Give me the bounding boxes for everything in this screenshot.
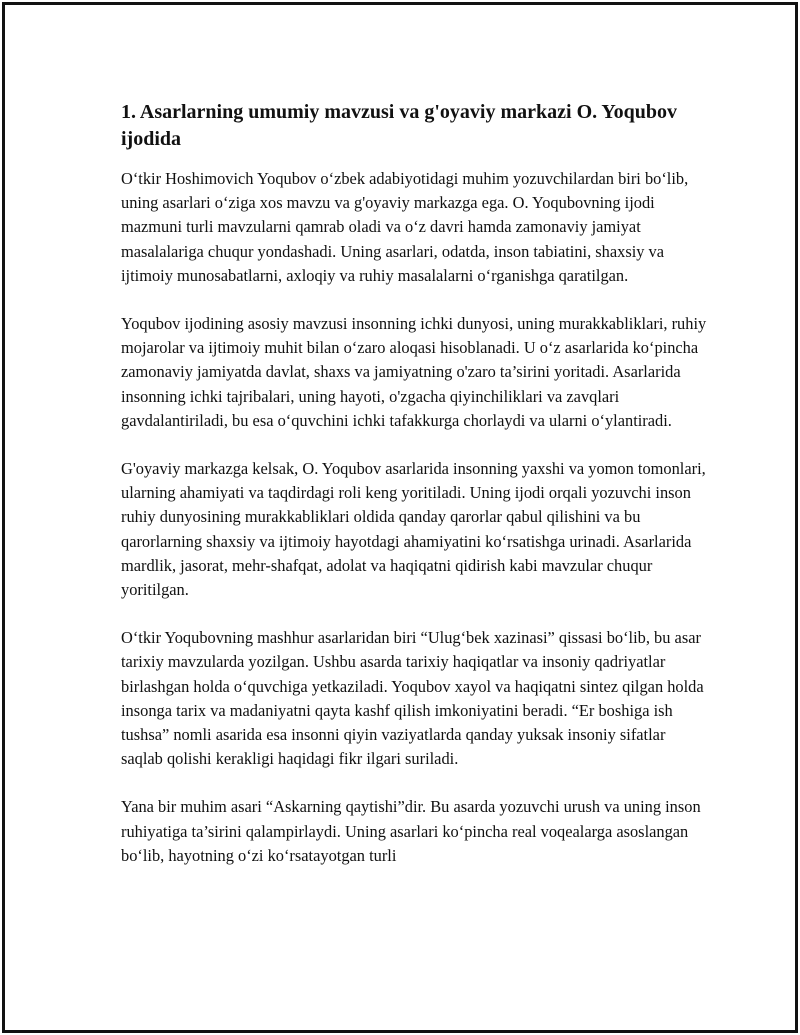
paragraph: Yana bir muhim asari “Askarning qaytishi”dir. Bu asarda yozuvchi urush va uning inson ruhiyatiga ta’sirini qalampirlaydi. Uning asarlari ko‘pincha real voqealarga asoslangan bo‘lib, hayotning o‘zi ko‘rsatayotgan turli bbox=[121, 797, 701, 865]
document-body bbox=[121, 99, 709, 892]
paragraph: O‘tkir Yoqubovning mashhur asarlaridan biri “Ulug‘bek xazinasi” qissasi bo‘lib, bu asar tarixiy mavzularda yozilgan. Ushbu asarda tarixiy haqiqatlar va insoniy qadriyatlar birlashgan holda o‘quvchiga yetkaziladi. Yoqubov xayol va haqiqatni sintez qilgan holda insonga tarix va madaniyatni qayta kashf qilish imkoniyatini beradi. “Er boshiga ish tushsa” nomli asarida esa insonni qiyin vaziyatlarda qanday yuksak insoniy sifatlar saqlab qolishi kerakligi haqidagi fikr ilgari suriladi. bbox=[121, 628, 704, 769]
paragraph: G'oyaviy markazga kelsak, O. Yoqubov asarlarida insonning yaxshi va yomon tomonlari, ularning ahamiyati va taqdirdagi roli keng yoritiladi. Uning ijodi orqali yozuvchi inson ruhiy dunyosining murakkabliklari oldida qanday qarorlar qabul qilishini va bu qarorlarning shaxsiy va ijtimoiy hayotdagi ahamiyatini ko‘rsatishga urinadi. Asarlarida mardlik, jasorat, mehr-shafqat, adolat va haqiqatni qidirish kabi mavzular chuqur yoritilgan. bbox=[121, 459, 706, 600]
page-title: 1. Asarlarning umumiy mavzusi va g'oyaviy markazi O. Yoqubov ijodida bbox=[121, 101, 677, 150]
paragraph: Yoqubov ijodining asosiy mavzusi insonning ichki dunyosi, uning murakkabliklari, ruhiy mojarolar va ijtimoiy muhit bilan o‘zaro aloqasi hisoblanadi. U o‘z asarlarida ko‘pincha zamonaviy jamiyatda davlat, shaxs va jamiyatning o'zaro ta’sirini yoritadi. Asarlarida insonning ichki tajribalari, uning hayoti, o'zgacha qiyinchiliklari va zavqlari gavdalantiriladi, bu esa o‘quvchini ichki tafakkurga chorlaydi va ularni o‘ylantiradi. bbox=[121, 314, 707, 430]
page-frame bbox=[2, 2, 798, 1033]
paragraph: O‘tkir Hoshimovich Yoqubov o‘zbek adabiyotidagi muhim yozuvchilardan biri bo‘lib, uning asarlari o‘ziga xos mavzu va g'oyaviy markazga ega. O. Yoqubovning ijodi mazmuni turli mavzularni qamrab oladi va o‘z davri hamda zamonaviy jamiyat masalalariga chuqur yondashadi. Uning asarlari, odatda, inson tabiatini, shaxsiy va ijtimoiy munosabatlarni, axloqiy va ruhiy masalalarni o‘rganishga qaratilgan. bbox=[121, 169, 689, 285]
